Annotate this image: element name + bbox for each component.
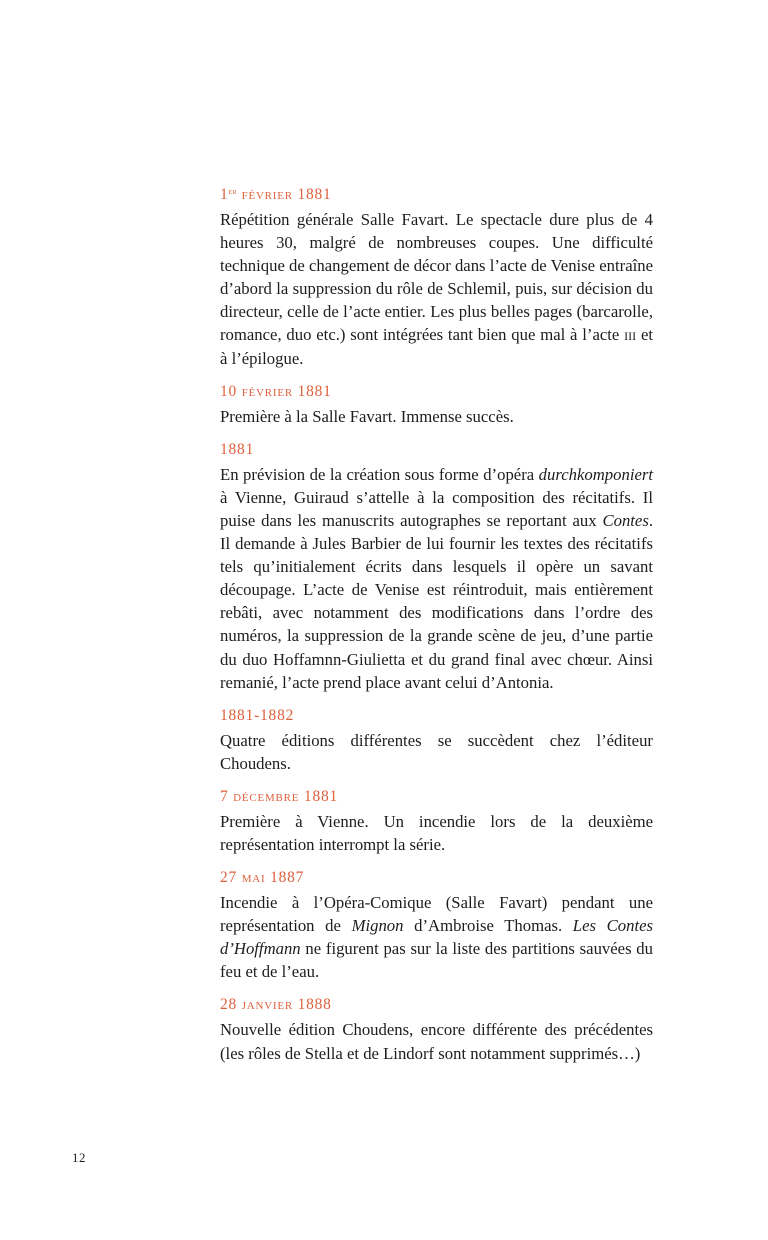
text-segment: 1881 bbox=[220, 440, 255, 458]
entry-date bbox=[220, 787, 653, 807]
italic-text: Mignon bbox=[351, 916, 404, 936]
text-segment: d’Ambroise Thomas. bbox=[403, 916, 573, 936]
text-segment: 1881-1882 bbox=[220, 706, 295, 724]
text-segment: 10 février 1881 bbox=[220, 382, 332, 400]
entry-date bbox=[220, 181, 653, 205]
chronology bbox=[220, 181, 653, 1077]
page-number: 12 bbox=[72, 1150, 87, 1165]
chronology-entry bbox=[220, 382, 653, 428]
text-segment: En prévision de la création sous forme d’opéra bbox=[220, 464, 539, 484]
text-segment: 7 décembre 1881 bbox=[220, 787, 339, 805]
italic-text: Contes bbox=[602, 510, 649, 530]
entry-paragraph bbox=[220, 208, 653, 370]
text-segment: 27 mai 1887 bbox=[220, 869, 305, 887]
text-segment: Première à la Salle Favart. Immense succès. bbox=[220, 406, 514, 426]
italic-text: durchkomponiert bbox=[538, 464, 653, 484]
text-segment: à Vienne, Guiraud s’attelle à la composition des récitatifs. Il puise dans les manuscrits autographes se reportant aux bbox=[220, 487, 653, 530]
text-segment: Quatre éditions différentes se succèdent chez l’éditeur Choudens. bbox=[220, 730, 653, 773]
superscript-text: er bbox=[228, 186, 237, 196]
chronology-entry bbox=[220, 787, 653, 856]
text-segment: Incendie à l’Opéra-Comique (Salle Favart) pendant une représentation de bbox=[220, 893, 653, 936]
text-segment: 1 bbox=[220, 186, 229, 203]
chronology-entry bbox=[220, 868, 653, 983]
entry-paragraph bbox=[220, 1018, 653, 1064]
smallcaps-text: iii bbox=[624, 325, 637, 345]
text-segment: ne figurent pas sur la liste des partitions sauvées du feu et de l’eau. bbox=[220, 939, 653, 982]
chronology-entry bbox=[220, 181, 653, 370]
entry-paragraph bbox=[220, 891, 653, 983]
text-segment: 28 janvier 1888 bbox=[220, 996, 332, 1014]
entry-date bbox=[220, 706, 653, 726]
text-segment: Répétition générale Salle Favart. Le spectacle dure plus de 4 heures 30, malgré de nombreuses coupes. Une difficulté technique de changement de décor dans l’acte de Venise entraîne d’abord la suppression du rôle de Schlemil, puis, sur décision du directeur, celle de l’acte entier. Les plus belles pages (barcarolle, romance, duo etc.) sont intégrées tant bien que mal à l’acte bbox=[220, 210, 653, 345]
chronology-entry bbox=[220, 995, 653, 1064]
entry-date bbox=[220, 440, 653, 460]
entry-date bbox=[220, 995, 653, 1015]
text-segment: Première à Vienne. Un incendie lors de la deuxième représentation interrompt la série. bbox=[220, 811, 653, 854]
entry-paragraph bbox=[220, 729, 653, 775]
text-segment: et à l’épilogue. bbox=[220, 325, 653, 368]
entry-paragraph bbox=[220, 463, 653, 694]
chronology-entry bbox=[220, 440, 653, 694]
text-segment: Nouvelle édition Choudens, encore différente des précédentes (les rôles de Stella et de Lindorf sont notamment supprimés…) bbox=[220, 1020, 653, 1063]
chronology-entry bbox=[220, 706, 653, 775]
entry-date bbox=[220, 382, 653, 402]
text-segment: . Il demande à Jules Barbier de lui fournir les textes des récitatifs tels qu’initialement écrits dans lesquels il opère un savant découpage. L’acte de Venise est réintroduit, mais entièrement rebâti, avec notamment des modifications dans l’ordre des numéros, la suppression de la grande scène de jeu, d’une partie du duo Hoffamnn-Giulietta et du grand final avec chœur. Ainsi remanié, l’acte prend place avant celui d’Antonia. bbox=[220, 510, 653, 692]
entry-date bbox=[220, 868, 653, 888]
entry-paragraph bbox=[220, 405, 653, 428]
text-segment: février 1881 bbox=[236, 186, 332, 203]
italic-text: Les Contes d’Hoffmann bbox=[220, 916, 653, 959]
entry-paragraph bbox=[220, 810, 653, 856]
